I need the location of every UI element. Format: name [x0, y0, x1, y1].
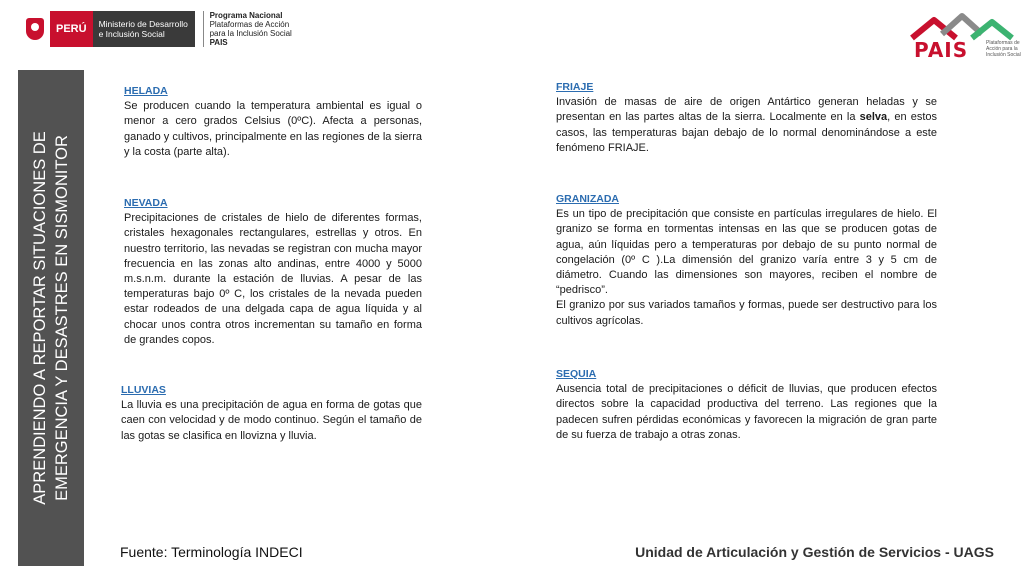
government-header [22, 10, 292, 48]
program-line-4: PAIS [209, 38, 228, 47]
term-friaje [556, 80, 937, 156]
source-note: Fuente: Terminología INDECI [120, 544, 303, 560]
term-helada [124, 84, 422, 160]
pais-logo [908, 12, 1021, 62]
program-label [203, 11, 292, 47]
ministry-line-1: Ministerio de Desarrollo [98, 19, 188, 29]
term-title: FRIAJE [556, 81, 594, 93]
term-body-bold: selva [859, 111, 888, 124]
logo-subtitle: Plataformas de Acción para la Inclusión Social [986, 40, 1021, 58]
logo-text: PAIS [914, 38, 969, 62]
country-label: PERÚ [50, 11, 93, 47]
term-body-part: Invasión de masas de aire de origen Antártico generan heladas y se presentan en las partes altas de la sierra. Localmente en la [556, 96, 937, 124]
ministry-label [93, 11, 195, 47]
sidebar-title-line-2: EMERGENCIA Y DESASTRES EN SISMONITOR [53, 135, 71, 501]
term-nevada [124, 196, 422, 348]
term-body-2: El granizo por sus variados tamaños y formas, puede ser destructivo para los cultivos agrícolas. [556, 299, 937, 327]
program-line-3: para la Inclusión Social [209, 29, 292, 38]
unit-footer: Unidad de Articulación y Gestión de Servicios - UAGS [635, 544, 994, 560]
term-body: Precipitaciones de cristales de hielo de diferentes formas, cristales hexagonales rectangulares, estrellas y otros. En nuestro territorio, las nevadas se registran con mucha mayor frecuencia en las zonas alto andinas, entre 4000 y 5000 m.s.n.m. durante la estación de lluvias. A pesar de las temperaturas bajo 0º C, los cristales de la nevada pueden estar rodeados de una delgada capa de agua líquida y al chocar unos contra otros incrementan su tamaño en forma de grandes copos. [124, 212, 422, 346]
sidebar-banner [18, 70, 84, 566]
term-title: NEVADA [124, 197, 168, 209]
program-line-2: Plataformas de Acción [209, 20, 290, 29]
term-granizada [556, 192, 937, 329]
ministry-line-2: e Inclusión Social [98, 29, 165, 39]
term-body: La lluvia es una precipitación de agua en forma de gotas que caen con velocidad y de modo continuo. Según el tamaño de las gotas se clasifica en llovizna y lluvia. [121, 399, 422, 442]
term-lluvias [121, 383, 422, 444]
term-title: LLUVIAS [121, 384, 166, 396]
term-body: Se producen cuando la temperatura ambiental es igual o menor a cero grados Celsius (0ºC). Afecta a personas, ganado y cultivos, principalmente en las regiones de la sierra y la costa (parte alta). [124, 100, 422, 158]
national-crest-icon [22, 14, 48, 44]
term-body: Es un tipo de precipitación que consiste en partículas irregulares de hielo. El granizo se forma en tormentas intensas en las que se producen gotas de agua, aún líquidas pero a temperaturas por debajo de su punto normal de congelación (0º C ).La dimensión del granizo varía entre 3 y 5 cm de diámetro. Cuando las dimensiones son mayores, reciben el nombre de “pedrisco”. [556, 208, 937, 297]
term-sequia [556, 367, 937, 443]
term-title: HELADA [124, 85, 168, 97]
program-line-1: Programa Nacional [209, 11, 283, 20]
term-body-part: , en estos casos, las temperaturas bajan debajo de lo normal denominándose a este fenómeno FRIAJE. [556, 111, 938, 154]
term-body: Ausencia total de precipitaciones o déficit de lluvias, que producen efectos directos sobre la capacidad productiva del terreno. Las regiones que la padecen sufren pérdidas económicas y favorecen la migración de gran parte de su fuerza de trabajo a otras zonas. [556, 383, 937, 441]
term-title: GRANIZADA [556, 193, 619, 205]
term-title: SEQUIA [556, 368, 597, 380]
sidebar-title [29, 78, 73, 558]
term-body [556, 95, 937, 156]
sidebar-title-line-1: APRENDIENDO A REPORTAR SITUACIONES DE [31, 131, 49, 505]
